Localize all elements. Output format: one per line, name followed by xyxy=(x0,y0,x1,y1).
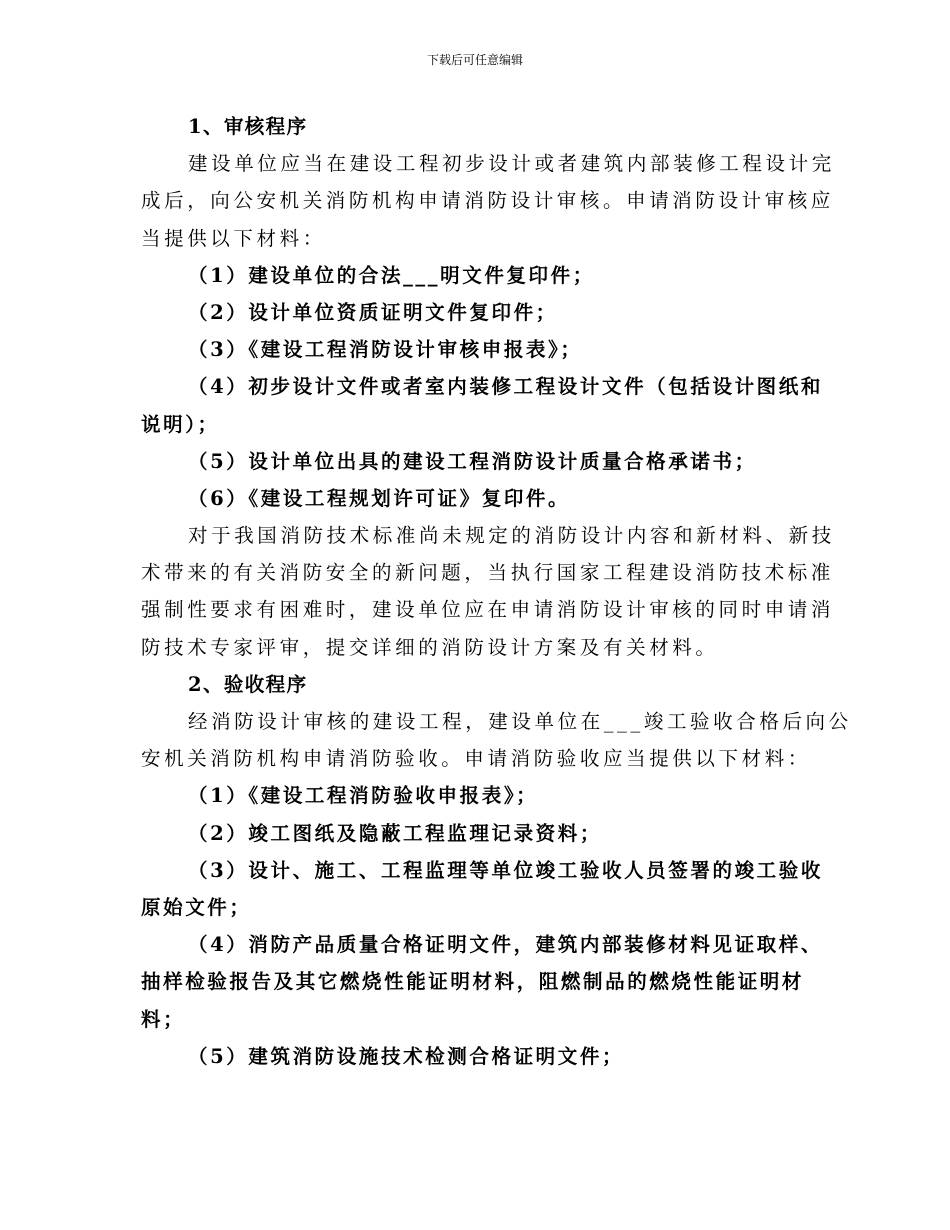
paragraph-line: 术带来的有关消防安全的新问题，当执行国家工程建设消防技术标准 xyxy=(141,561,835,585)
list-item: （3）《建设工程消防设计审核申报表》； xyxy=(188,338,583,362)
list-item: （5）设计单位出具的建设工程消防设计质量合格承诺书； xyxy=(188,449,757,473)
list-item-continuation: 料； xyxy=(141,1007,186,1031)
list-item: （3）设计、施工、工程监理等单位竣工验收人员签署的竣工验收 xyxy=(188,858,823,882)
list-item: （2）竣工图纸及隐蔽工程监理记录资料； xyxy=(188,821,602,845)
section-heading: 2、验收程序 xyxy=(188,672,308,696)
list-item: （5）建筑消防设施技术检测合格证明文件； xyxy=(188,1044,625,1068)
list-item-continuation: 原始文件； xyxy=(141,895,252,919)
list-item: （4）初步设计文件或者室内装修工程设计文件（包括设计图纸和 xyxy=(188,375,823,399)
list-item: （2）设计单位资质证明文件复印件； xyxy=(188,300,558,324)
list-item-continuation: 说明）； xyxy=(141,412,220,436)
paragraph-line: 成后，向公安机关消防机构申请消防设计审核。申请消防设计审核应 xyxy=(141,189,835,213)
document-body xyxy=(141,108,852,1075)
paragraph-line: 经消防设计审核的建设工程，建设单位在___竣工验收合格后向公 xyxy=(188,710,852,733)
list-item: （1）建设单位的合法___明文件复印件； xyxy=(188,263,595,287)
list-item: （1）《建设工程消防验收申报表》； xyxy=(188,784,539,808)
section-heading: 1、审核程序 xyxy=(188,115,308,138)
list-item: （4）消防产品质量合格证明文件，建筑内部装修材料见证取样、 xyxy=(188,933,823,957)
paragraph-line: 对于我国消防技术标准尚未规定的消防设计内容和新材料、新技 xyxy=(188,524,835,548)
paragraph-line: 建设单位应当在建设工程初步设计或者建筑内部装修工程设计完 xyxy=(188,152,835,176)
paragraph-line: 防技术专家评审，提交详细的消防设计方案及有关材料。 xyxy=(141,635,719,659)
page-header: 下载后可任意编辑 xyxy=(426,53,523,67)
paragraph-line: 当提供以下材料： xyxy=(141,226,326,250)
list-item: （6）《建设工程规划许可证》复印件。 xyxy=(188,486,571,510)
paragraph-line: 安机关消防机构申请消防验收。申请消防验收应当提供以下材料： xyxy=(141,747,811,771)
list-item-continuation: 抽样检验报告及其它燃烧性能证明材料，阻燃制品的燃烧性能证明材 xyxy=(141,970,805,994)
paragraph-line: 强制性要求有困难时，建设单位应在申请消防设计审核的同时申请消 xyxy=(141,598,835,622)
